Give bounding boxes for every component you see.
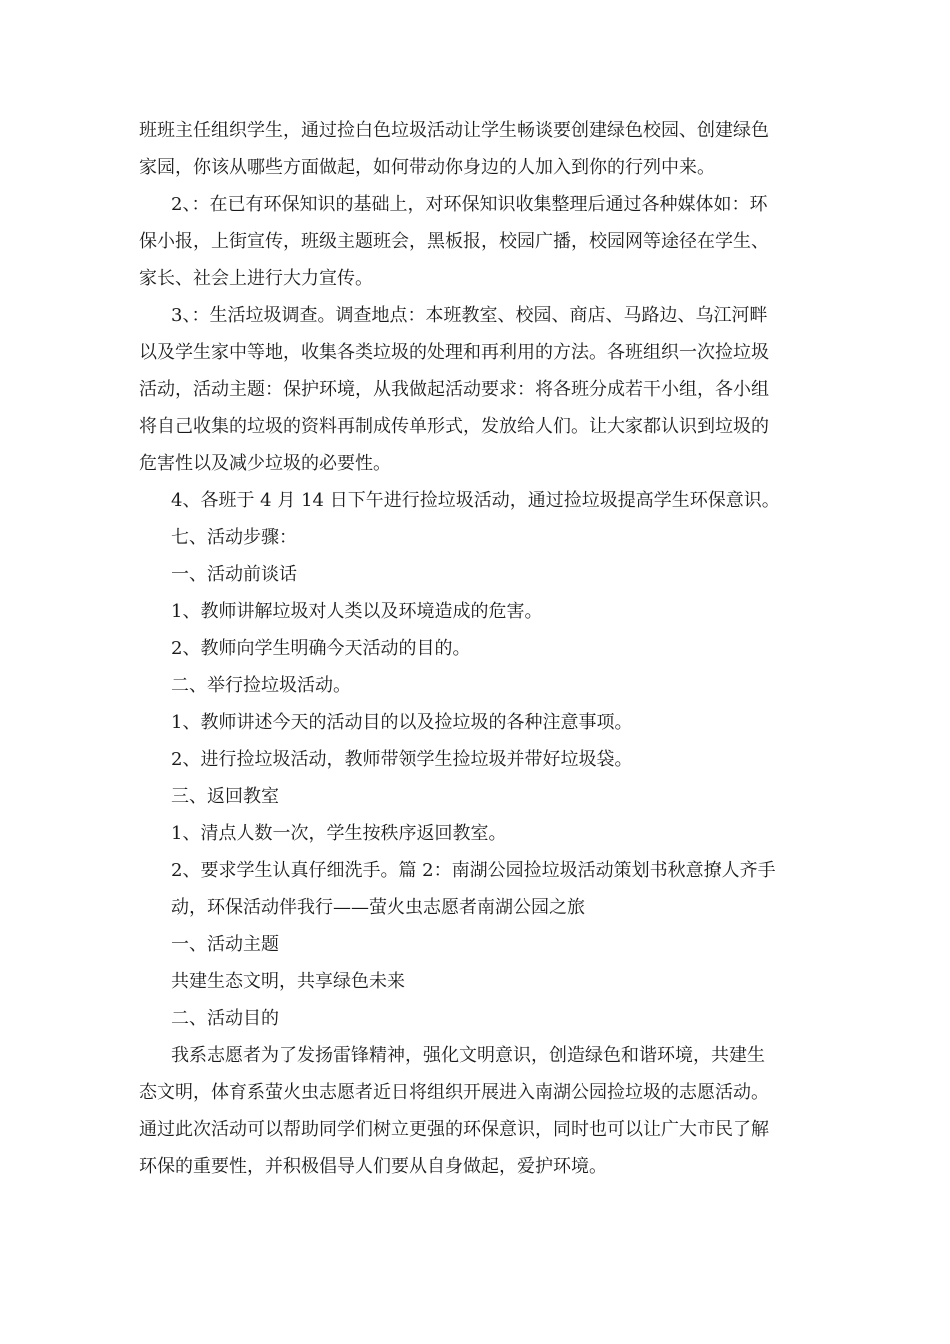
text-line: 危害性以及减少垃圾的必要性。 (139, 453, 391, 474)
list-item: 1、教师讲述今天的活动目的以及捡垃圾的各种注意事项。 (171, 712, 633, 733)
text-line: 共建生态文明，共享绿色未来 (171, 971, 405, 992)
text-line: 活动，活动主题：保护环境，从我做起活动要求：将各班分成若干小组，各小组 (139, 379, 769, 400)
text-line: 态文明，体育系萤火虫志愿者近日将组织开展进入南湖公园捡垃圾的志愿活动。 (139, 1082, 769, 1103)
text-line: 家长、社会上进行大力宣传。 (139, 268, 373, 289)
text-line: 2、：在已有环保知识的基础上，对环保知识收集整理后通过各种媒体如：环 (171, 194, 768, 215)
text-line: 保小报，上街宣传，班级主题班会，黑板报，校园广播，校园网等途径在学生、 (139, 231, 769, 252)
text-line: 动，环保活动伴我行——萤火虫志愿者南湖公园之旅 (171, 897, 585, 918)
section-heading: 一、活动前谈话 (171, 564, 297, 585)
text-line: 环保的重要性，并积极倡导人们要从自身做起，爱护环境。 (139, 1156, 607, 1177)
text-line: 通过此次活动可以帮助同学们树立更强的环保意识，同时也可以让广大市民了解 (139, 1119, 769, 1140)
list-item: 2、要求学生认真仔细洗手。篇 2：南湖公园捡垃圾活动策划书秋意撩人齐手 (171, 860, 776, 881)
list-item: 2、进行捡垃圾活动，教师带领学生捡垃圾并带好垃圾袋。 (171, 749, 633, 770)
list-item: 1、教师讲解垃圾对人类以及环境造成的危害。 (171, 601, 543, 622)
text-line: 家园，你该从哪些方面做起，如何带动你身边的人加入到你的行列中来。 (139, 157, 715, 178)
section-heading: 二、举行捡垃圾活动。 (171, 675, 351, 696)
text-line: 班班主任组织学生，通过捡白色垃圾活动让学生畅谈要创建绿色校园、创建绿色 (139, 120, 769, 141)
text-line: 以及学生家中等地，收集各类垃圾的处理和再利用的方法。各班组织一次捡垃圾 (139, 342, 769, 363)
section-heading: 七、活动步骤： (171, 527, 297, 548)
text-line: 3、：生活垃圾调查。调查地点：本班教室、校园、商店、马路边、乌江河畔 (171, 305, 768, 326)
section-heading: 一、活动主题 (171, 934, 279, 955)
text-line: 将自己收集的垃圾的资料再制成传单形式，发放给人们。让大家都认识到垃圾的 (139, 416, 769, 437)
text-line: 4、各班于 4 月 14 日下午进行捡垃圾活动，通过捡垃圾提高学生环保意识。 (171, 490, 780, 511)
list-item: 2、教师向学生明确今天活动的目的。 (171, 638, 471, 659)
text-line: 我系志愿者为了发扬雷锋精神，强化文明意识，创造绿色和谐环境，共建生 (171, 1045, 765, 1066)
section-heading: 二、活动目的 (171, 1008, 279, 1029)
section-heading: 三、返回教室 (171, 786, 279, 807)
list-item: 1、清点人数一次，学生按秩序返回教室。 (171, 823, 507, 844)
document-body (139, 112, 819, 1185)
